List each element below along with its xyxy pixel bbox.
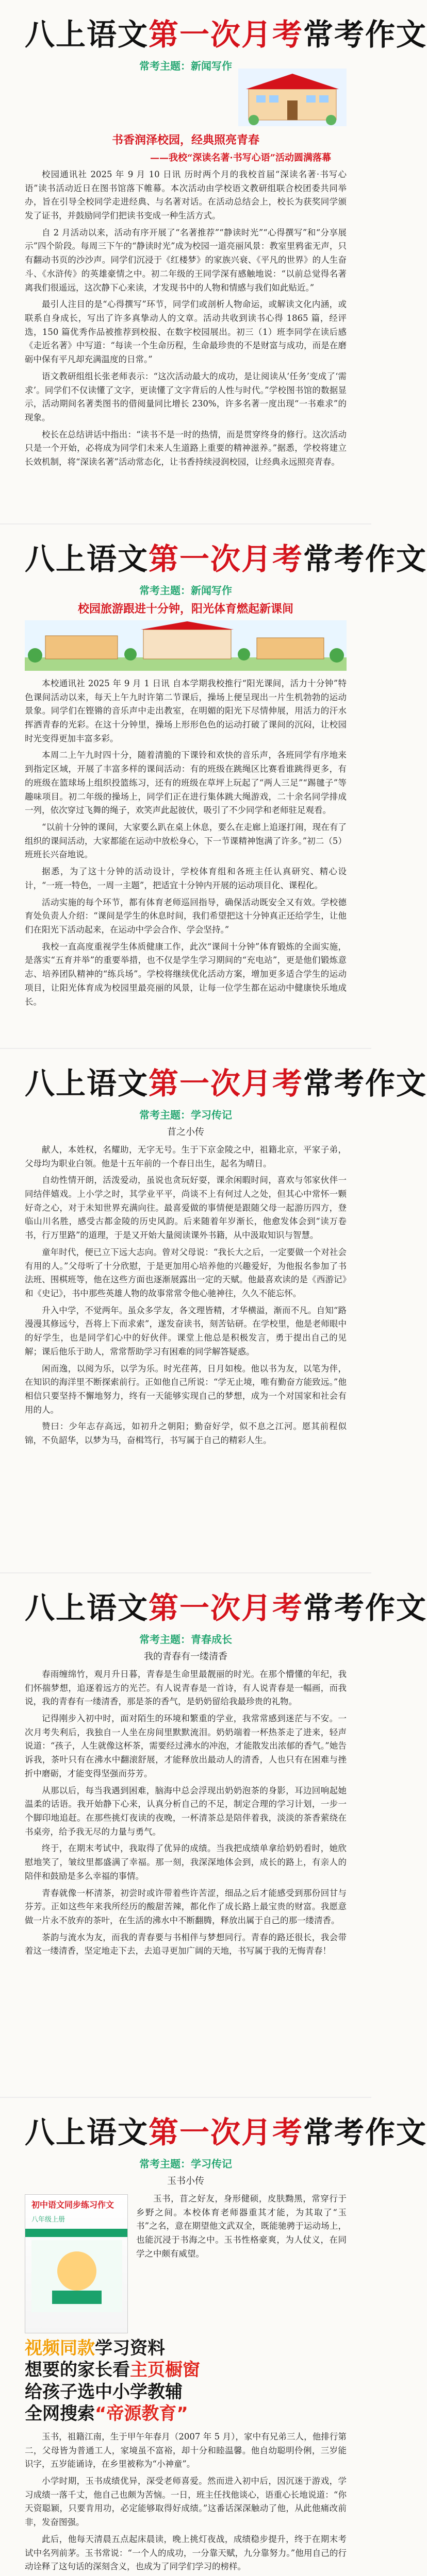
workbook-title: 初中语文同步练习作文: [31, 2199, 114, 2210]
paragraph: 赞曰：少年志存高远，如初升之朝阳；勤奋好学，似不息之江河。愿其前程似锦，不负韶华，以梦为马，奋楫笃行，书写属于自己的精彩人生。: [25, 1421, 347, 1446]
workbook-subtitle: 八年级上册: [31, 2215, 65, 2224]
paragraph: 童年时代，便已立下远大志向。曾对父母说：“我长大之后，一定要做一个对社会有用的人。”父母听了十分欣慰，于是更加用心培养他的兴趣爱好，为他报名参加了书法班、围棋班等，他在这些方面也逐渐展露出一定的天赋。他最喜欢读的是《西游记》和《史记》，书中那些英雄人物的故事常常令他心驰神往，久久不能忘怀。: [25, 1247, 347, 1298]
promo-banner[interactable]: [25, 2337, 347, 2425]
article-headline: 校园旅游跟进十分钟，阳光体育燃起新课间: [77, 602, 293, 616]
paragraph: 本校通讯社 2025 年 9 月 1 日讯 自本学期我校推行“阳光课间，活力十分钟”特色课间活动以来，每天上午九时许第二节课后，操场上便呈现出一片生机勃勃的运动景象。同学们在铿锵的音乐声中走出教室，在明媚的阳光下尽情伸展，用活力的汗水挥洒青春的光彩。在这十分钟里，操场上形形色色的运动打破了课间的沉闷，让校园时光变得更加丰富多彩。: [25, 678, 347, 743]
page-title: 八上语文第一次月考常考作文: [25, 541, 427, 577]
paragraph: 自 2 月活动以来，活动有序开展了“名著推荐”“静读时光”“心得撰写”和“分享展示”四个阶段。每周三下午的“静读时光”成为校园一道亮丽风景：教室里鸦雀无声，只有翻动书页的沙沙声。同学们沉浸于《红楼梦》的家族兴衰、《平凡的世界》的人生奋斗、《水浒传》的英雄豪情之中。初二年级的王同学深有感触地说：“以前总觉得名著离我们很遥远，这次静下心来读，才发现书中的人物和情感与我们如此贴近。”: [25, 227, 347, 293]
topic-label: 常考主题：学习传记: [139, 2157, 232, 2170]
article-body: [25, 677, 347, 1009]
page-3: [0, 1049, 427, 1573]
illustration-row: [25, 69, 347, 126]
essay-title: 苜之小传: [167, 1126, 204, 1138]
cover-band: [25, 2229, 127, 2237]
topic-label: 常考主题：青春成长: [139, 1633, 232, 1646]
paragraph: 活动实施的每个环节，都有体育老师巡回指导，确保活动既安全又有效。学校德育处负责人介绍：“课间是学生的休息时间，我们希望把这十分钟真正还给学生，让他们在阳光下活动起来，在运动中学会合作、学会坚持。”: [25, 897, 347, 935]
page-title: 八上语文第一次月考常考作文: [25, 1066, 427, 1101]
article-body: [25, 2430, 347, 2576]
promo-line-2: 想要的家长看主页橱窗: [25, 2360, 200, 2381]
paragraph: 玉书，祖籍江南，生于甲午年春月（2007 年 5 月），家中有兄弟三人，他排行第二，父母皆为普通工人，家境虽不富裕，却十分和睦温馨。他自幼聪明伶俐，三岁能识字，五岁能诵诗，在乡里被称为“小神童”。: [25, 2431, 347, 2469]
cover-art-icon: [31, 2240, 122, 2312]
article-headline: 书香润泽校园，经典照亮青春: [111, 133, 259, 147]
paragraph: 我校一直高度重视学生体质健康工作，此次“课间十分钟”体育锻炼的全面实施，是落实“五育并举”的重要举措，也不仅是学生学习期间的“充电站”，更是他们锻炼意志、培养团队精神的“练兵场”。学校将继续优化活动方案，增加更多适合学生的运动项目，让阳光体育成为校园里最亮丽的风景，让每一位学生都在运动中健康快乐地成长。: [25, 941, 347, 1007]
page-5: [0, 2098, 427, 2576]
paragraph: 春雨缠绵竹，观月升日暮，青春是生命里最靓丽的时光。在那个懵懂的年纪，我们怀揣梦想，追逐着远方的光芒。有人说青春是一首诗，有人说青春是一幅画，而我说，我的青春有一缕清香，那是茶的香气，是奶奶留给我最珍贵的礼物。: [25, 1669, 347, 1707]
essay-title: 玉书小传: [167, 2175, 204, 2187]
article-body: [136, 2192, 347, 2333]
page-title: 八上语文第一次月考常考作文: [25, 2115, 427, 2150]
topic-label: 常考主题：新闻写作: [139, 584, 232, 597]
paragraph: 最引人注目的是“心得撰写”环节，同学们或剖析人物命运，或解读文化内涵，或联系自身成长，写出了许多真挚动人的文章。活动共收到读书心得 1865 篇，经评选，150 篇优秀作品被推荐到校报、在数字校园展出。初三（1）班李同学在读后感《走近名著》中写道：“每读一个生命历程，生命最珍贵的不是财富与成功，而是在磨砺中保有平凡却充满温度的日常。”: [25, 299, 347, 365]
paragraph: 本周二上午九时四十分，随着清脆的下课铃和欢快的音乐声，各班同学有序地来到指定区域，开展了丰富多样的课间活动：有的班级在跳绳区比赛看谁跳得更多，有的班级在篮球场上组织投篮练习，还有的班级在草坪上玩起了“两人三足”“踢毽子”等趣味项目。初二年级的操场上，同学们正在进行集体跳大绳游戏，二十余名同学排成一列，依次穿过飞舞的绳子，欢笑声此起彼伏，吸引了不少同学和老师驻足观看。: [25, 750, 347, 816]
paragraph: 据悉，为了这十分钟的活动设计，学校体育组和各班主任认真研究、精心设计，“一班一特色，一周一主题”，把适宜十分钟内开展的运动项目化、课程化。: [25, 867, 347, 890]
paragraph: 升入中学，不觉两年。虽众多学友，各文理皆精，才华横溢，渐而不凡。自知“路漫漫其修远兮，吾将上下而求索”，遂发奋读书，刻苦钻研。在学校里，他是老师眼中的好学生，也是同学们心中的好伙伴。课堂上他总是积极发言，勇于提出自己的见解；课后他乐于助人，常常帮助学习有困难的同学解答疑惑。: [25, 1305, 347, 1357]
workbook-cover[interactable]: [25, 2194, 128, 2333]
paragraph: 小学时期，玉书成绩优异，深受老师喜爱。然而进入初中后，因沉迷于游戏，学习成绩一落千丈，他自己也颇为苦恼。一日，班主任找他谈心，语重心长地说道：“你天资聪颖，只要肯用功，必定能够取得好成绩。”这番话深深触动了他，从此他痛改前非，发奋图强。: [25, 2476, 347, 2528]
paragraph: 从那以后，每当我遇到困难，脑海中总会浮现出奶奶泡茶的身影，耳边回响起她温柔的话语。我开始静下心来，认真分析自己的不足，制定合理的学习计划，一步一个脚印地追赶。在那些挑灯夜读的夜晚，一杯清茶总是陪伴着我，淡淡的茶香萦绕在书桌旁，给予我无尽的力量与勇气。: [25, 1785, 347, 1837]
campus-illustration: [25, 620, 347, 671]
paragraph: 记得刚步入初中时，面对陌生的环境和繁重的学业，我常常感到迷茫与不安。一次月考失利后，我独自一人坐在房间里默默流泪。奶奶端着一杯热茶走了进来，轻声说道：“孩子，人生就像这杯茶，需要经过沸水的冲泡，才能散发出浓郁的香气。”她告诉我，茶叶只有在沸水中翻滚舒展，才能释放出最动人的清香，人也只有在困难与挫折中磨砺，才能变得坚强而芬芳。: [25, 1713, 347, 1778]
paragraph: 终于，在期末考试中，我取得了优异的成绩。当我把成绩单拿给奶奶看时，她欣慰地笑了，皱纹里都盛满了幸福。那一刻，我深深地体会到，成长的路上，有亲人的陪伴和鼓励是多么幸福的事情。: [25, 1843, 347, 1881]
school-building-illustration: [238, 69, 347, 126]
article-body: [25, 168, 347, 469]
paragraph: 此后，他每天清晨五点起床晨读，晚上挑灯夜战，成绩稳步提升，终于在期末考试中名列前茅。玉书常说：“一个人的成功，一分靠天赋，九分靠努力。”他用自己的行动诠释了这句话的深刻含义，也成为了同学们学习的榜样。: [25, 2534, 347, 2572]
paragraph: 校园通讯社 2025 年 9 月 10 日讯 历时两个月的我校首届“深读名著·书写心语”读书活动近日在图书馆落下帷幕。本次活动由学校语文教研组联合校团委共同举办，旨在引导全校同学走进经典、与名著对话。在活动总结会上，校长为获奖同学颁发了证书，并鼓励同学们把读书变成一种生活方式。: [25, 169, 347, 221]
promo-line-3: 给孩子选中小学教辅: [25, 2381, 183, 2402]
page-2: [0, 524, 427, 1049]
paragraph: 闲而逸，以阅为乐，以学为乐。时光荏苒，日月如梭。他以书为友，以笔为伴，在知识的海洋里不断探索前行。正如他自己所说：“学无止境，唯有勤奋方能致远。”他相信只要坚持不懈地努力，终有一天能够实现自己的梦想，成为一个对国家和社会有用的人。: [25, 1363, 347, 1415]
topic-label: 常考主题：学习传记: [139, 1108, 232, 1121]
page-title: 八上语文第一次月考常考作文: [25, 1590, 427, 1625]
paragraph: 茶韵与流水为友，而我的青春要与书相伴与梦想同行。青春的路还很长，我会带着这一缕清香，坚定地走下去，去追寻更加广阔的天地，书写属于我的无悔青春！: [25, 1932, 347, 1956]
article-body: [25, 1668, 347, 1958]
paragraph: 献人，本姓权，名耀助，无字无号。生于下京金陵之中，祖籍北京，平家子弟，父母均为职业白领。他是十五年前的一个春日出生，起名为晴日。: [25, 1144, 347, 1168]
essay-title: 我的青春有一缕清香: [144, 1651, 227, 1662]
paragraph: 玉书，苜之好友，身形健硕，皮肤黝黑，常穿行于乡野之间。本校体育老师器重其才能，为其取了“玉书”之名，意在期望他文武双全，既能驰骋于运动场上，也能沉浸于书海之中。玉书性格豪爽，为人仗义，在同学之中颇有威望。: [136, 2193, 347, 2259]
page-1: [0, 0, 427, 524]
promo-line-1: 视频同款学习资料: [25, 2337, 165, 2359]
page-4: [0, 1573, 427, 2098]
paragraph: 校长在总结讲话中指出：“读书不是一时的热情，而是贯穿终身的修行。这次活动只是一个开始，必将成为同学们未来人生道路上重要的精神滋养。”据悉，学校将建立长效机制，将“深读名著”活动常态化，让书香持续浸润校园，让经典永远照亮青春。: [25, 429, 347, 467]
topic-label: 常考主题：新闻写作: [139, 59, 232, 72]
page-title: 八上语文第一次月考常考作文: [25, 17, 427, 52]
article-body: [25, 1143, 347, 1448]
promo-line-4: 全网搜索“帝源教育”: [25, 2403, 188, 2425]
paragraph: 自幼性情开朗，活泼爱动，虽说也贪玩好耍，课余闲暇时间，喜欢与邻家伙伴一同结伴嬉戏。上小学之时，其学业平平，尚谈不上有何过人之处，但其心中常怀一颗好奇之心，对于未知世界充满向往。最喜爱做的事情便是跟随父母一起游历四方，登临山川名胜，感受古都金陵的历史风韵。后来随着年岁渐长，他愈发体会到“读万卷书，行万里路”的道理，于是又开始大量阅读课外书籍，从中汲取知识与智慧。: [25, 1175, 347, 1241]
paragraph: “以前十分钟的课间，大家要么趴在桌上休息，要么在走廊上追逐打闹，现在有了组织的课间活动，大家都能在运动中放松身心，下一节课精神饱满了许多。”初二（5）班班长兴奋地说。: [25, 822, 347, 860]
paragraph: 语文教研组组长张老师表示：“这次活动最大的成功，是让阅读从‘任务’变成了‘需求’。同学们不仅读懂了文字，更读懂了文字背后的人性与时代。”学校图书馆的数据显示，活动期间名著类图书的借阅量同比增长 230%，许多名著一度出现“一书难求”的现象。: [25, 371, 347, 423]
content-row: [25, 2192, 347, 2333]
article-subheadline: ——我校“深读名著·书写心语”活动圆满落幕: [150, 152, 331, 163]
paragraph: 青春就像一杯清茶，初尝时或许带着些许苦涩，细品之后才能感受到那份回甘与芬芳。正如这些年来我所经历的酸甜苦辣，都化作了成长路上最宝贵的财富。我愿意做一片永不放弃的茶叶，在生活的沸水中不断翻腾，释放出属于自己的那一缕清香。: [25, 1888, 347, 1926]
